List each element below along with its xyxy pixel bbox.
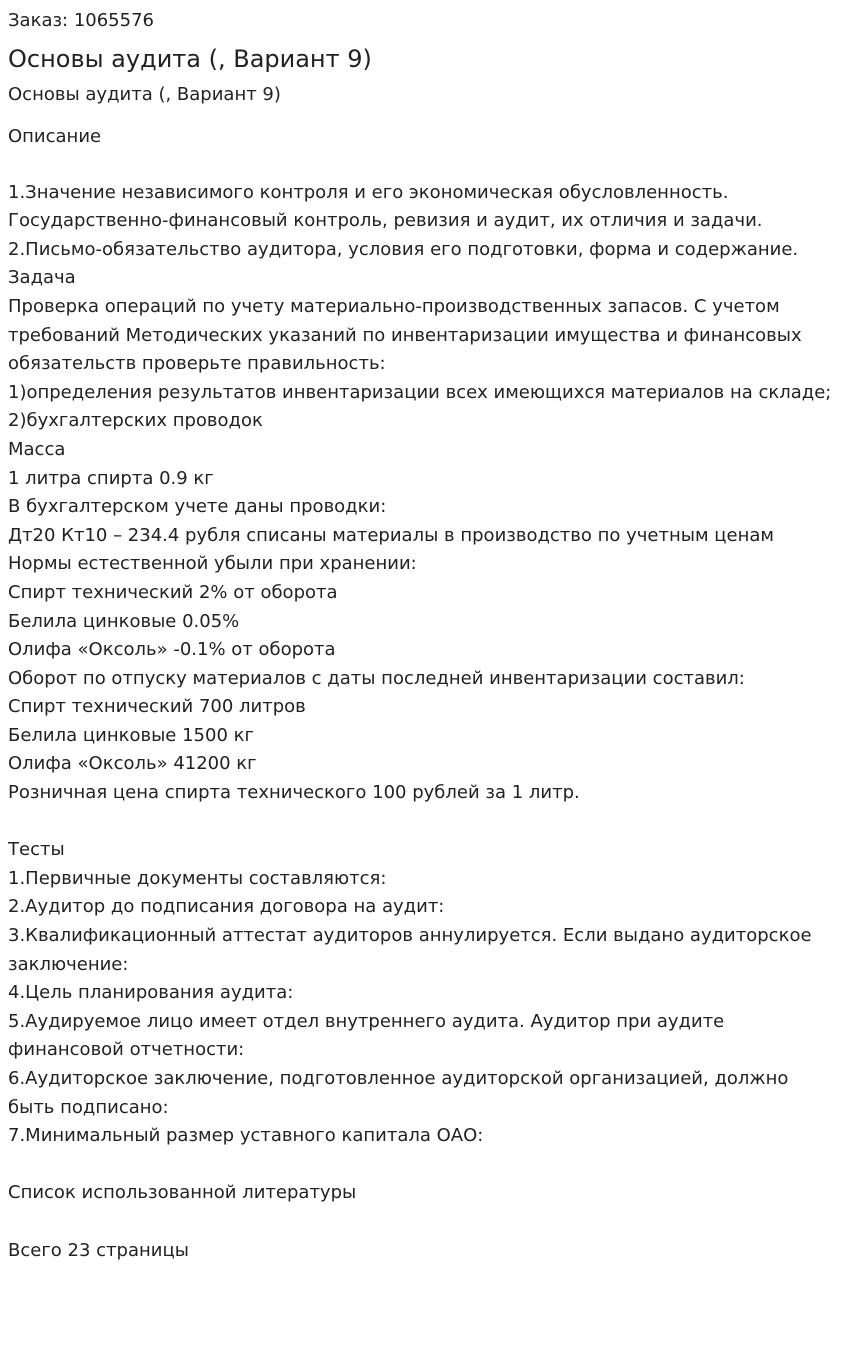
description-heading: Описание	[8, 126, 102, 147]
description-text: 1.Значение независимого контроля и его экономическая обусловленность. Государственно-финансовый контроль, ревизия и аудит, их отличия и задачи. 2.Письмо-обязательство аудитора, условия его подготовки, форма и содержание. Задача Проверка операций по учету материально-производственных запасов. С учетом требований Методических указаний по инвентаризации имущества и финансовых обязательств проверьте правильность: 1)определения результатов инвентаризации всех имеющихся материалов на складе; 2)бухгалтерских проводок Масса 1 литра спирта 0.9 кг В бухгалтерском учете даны проводки: Дт20 Кт10 – 234.4 рубля списаны материалы в производство по учетным ценам Нормы естественной убыли при хранении: Спирт технический 2% от оборота Белила цинковые 0.05% Олифа «Оксоль» -0.1% от оборота Оборот по отпуску материалов с даты последней инвентаризации составил: Спирт технический 700 литров Белила цинковые 1500 кг Олифа «Оксоль» 41200 кг Розничная цена спирта технического 100 рублей за 1 литр. Тесты 1.Первичные документы составляются: 2.Аудитор до подписания договора на аудит: 3.Квалификационный аттестат аудиторов аннулируется. Если выдано аудиторское заключение: 4.Цель планирования аудита: 5.Аудируемое лицо имеет отдел внутреннего аудита. Аудитор при аудите финансовой отчетности: 6.Аудиторское заключение, подготовленное аудиторской организацией, должно быть подписано: 7.Минимальный размер уставного капитала ОАО: Список использованной литературы Всего 23 страницы	[8, 181, 832, 1261]
order-number: Заказ: 1065576	[8, 10, 154, 31]
page-subtitle: Основы аудита (, Вариант 9)	[8, 84, 281, 105]
page-title: Основы аудита (, Вариант 9)	[8, 45, 372, 73]
